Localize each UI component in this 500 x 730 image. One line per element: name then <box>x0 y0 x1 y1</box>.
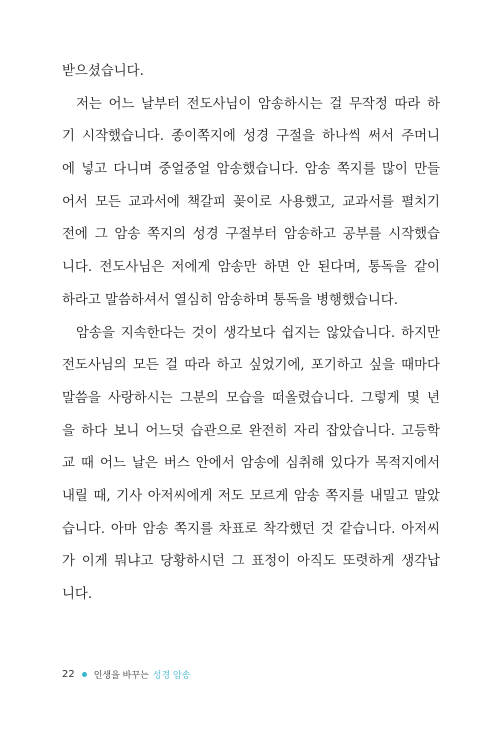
text-line: 기 시작했습니다. 종이쪽지에 성경 구절을 하나씩 써서 주머니 <box>62 129 440 145</box>
text-line: 하라고 말씀하셔서 열심히 암송하며 통독을 병행했습니다. <box>62 292 398 308</box>
text-line: 을 하다 보니 어느덧 습관으로 완전히 자리 잡았습니다. 고등학 <box>62 423 440 439</box>
text-line: 니다. 전도사님은 저에게 암송만 하면 안 된다며, 통독을 같이 <box>62 260 440 276</box>
text-line: 암송을 지속한다는 것이 생각보다 쉽지는 않았습니다. 하지만 <box>76 325 440 341</box>
page-footer <box>62 668 190 681</box>
book-title-prefix: 인생을 바꾸는 <box>93 671 149 681</box>
text-line: 받으셨습니다. <box>62 64 144 79</box>
text-line: 전도사님의 모든 걸 따라 하고 싶었기에, 포기하고 싶을 때마다 <box>62 358 440 374</box>
text-line: 니다. <box>62 587 93 602</box>
text-line: 저는 어느 날부터 전도사님이 암송하시는 걸 무작정 따라 하 <box>76 96 440 112</box>
text-line: 교 때 어느 날은 버스 안에서 암송에 심취해 있다가 목적지에서 <box>62 456 440 472</box>
text-line: 어서 모든 교과서에 책갈피 꽂이로 사용했고, 교과서를 펼치기 <box>62 194 440 210</box>
text-line: 에 넣고 다니며 중얼중얼 암송했습니다. 암송 쪽지를 많이 만들 <box>62 162 440 178</box>
book-title-accent: 성경 암송 <box>152 671 191 681</box>
text-line: 말씀을 사랑하시는 그분의 모습을 떠올렸습니다. 그렇게 몇 년 <box>62 390 440 406</box>
text-line: 습니다. 아마 암송 쪽지를 차표로 착각했던 것 같습니다. 아저씨 <box>62 521 440 537</box>
text-line: 내릴 때, 기사 아저씨에게 저도 모르게 암송 쪽지를 내밀고 말았 <box>62 488 440 504</box>
page-number: 22 <box>62 669 75 680</box>
text-line: 가 이게 뭐냐고 당황하시던 그 표정이 아직도 또렷하게 생각납 <box>62 554 440 570</box>
separator-dot-icon <box>82 672 87 677</box>
text-line: 전에 그 암송 쪽지의 성경 구절부터 암송하고 공부를 시작했습 <box>62 227 440 243</box>
page-body-text <box>62 58 440 614</box>
